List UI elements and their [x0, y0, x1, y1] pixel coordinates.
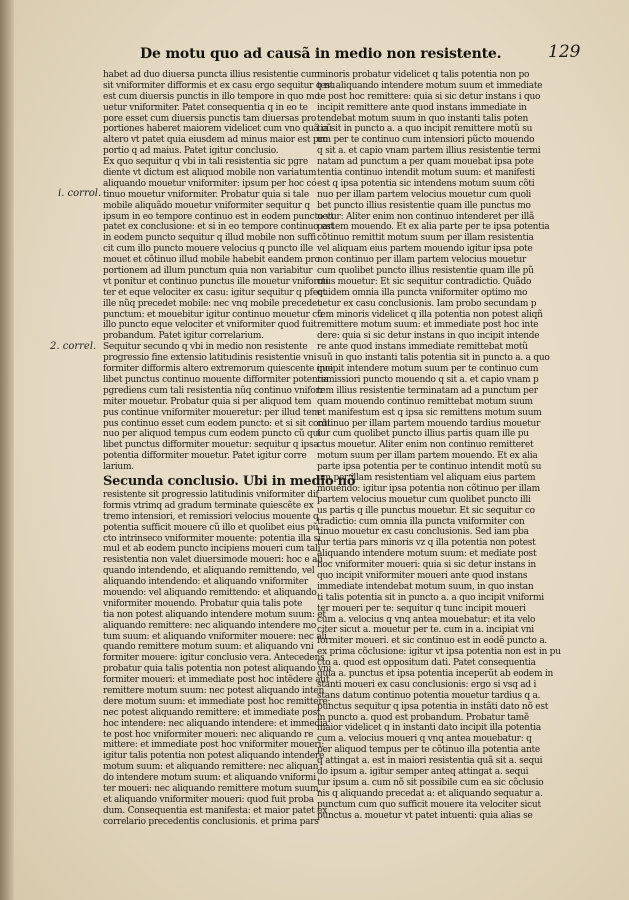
text-line: pore esset cum diuersis punctis tam diuersas pro: [103, 113, 317, 124]
text-line: mul et ab eodem puncto incipiens moueri cum tali: [103, 544, 321, 555]
text-line: pus continue vniformiter moueretur: per illud tem: [103, 407, 320, 418]
text-line: parte ipsa potentia per te continuo intendit motũ su: [317, 462, 542, 473]
text-line: tem minoris videlicet q illa potentia non potest aliqñ: [317, 309, 543, 320]
text-line: correlario precedentis conclusionis. et prima pars: [103, 816, 319, 827]
text-line: per aliquod tempus per te cõtinuo illa potentia ante: [317, 745, 540, 756]
text-line: in puncto a. quod est probandum. Probatur tamẽ: [317, 712, 529, 723]
text-line: suũ in quo instanti talis potentia sit in puncto a. a quo: [317, 353, 550, 364]
text-line: tinuo mouetur ex casu conclusionis. Sed iam pba: [317, 527, 529, 538]
text-line: remittere motum suum: et immediate post hoc inte: [317, 320, 539, 331]
text-line: et manifestum est q ipsa sic remittens motum suum: [317, 407, 542, 418]
text-line: aliquando intendere motum suum: et mediate post: [317, 549, 537, 560]
text-line: remissiori puncto mouendo q sit a. et capio vnam p: [317, 374, 539, 385]
text-line: formiter moueri: et immediate post hoc intẽdere aut: [103, 675, 330, 686]
text-line: motum suum per illam partem mouendo. Et ex alia: [317, 451, 538, 462]
text-line: tia sit in puncto a. a quo incipit remittere motũ su: [317, 124, 533, 135]
text-line: quo incipit vniformiter moueri ante quod instans: [317, 570, 528, 581]
text-line: ille nũq precedet mobile: nec vnq mobile precedet: [103, 298, 321, 309]
text-line: dere: quia si sic detur instans in quo incipit intende: [317, 331, 540, 342]
text-line: potentia sufficit mouere cũ illo et quolibet eius pũ: [103, 522, 319, 533]
text-line: stanti moueri ex casu conclusionis: ergo si vsq ad i: [317, 679, 537, 690]
text-line: tremo intensiori, et remissiori velocius mouente q: [103, 511, 319, 522]
text-line: cõtinuo remittit motum suum per illam resistentia: [317, 233, 534, 244]
text-line: Ex quo sequitur q vbi in tali resistentia sic pgre: [103, 157, 308, 168]
text-line: formiter difformis altero extremorum quiescente que: [103, 364, 333, 375]
text-line: ctus mouetur. Aliter enim non continuo remitteret: [317, 440, 534, 451]
text-line: do intendere motum suum: et aliquando vniformi: [103, 773, 316, 784]
left-column-lines-b: [103, 489, 332, 828]
text-line: tentia continuo intendit motum suum: et manifesti: [317, 168, 535, 179]
text-line: cum a. velocius q vnq antea mouebatur: et ita velo: [317, 614, 536, 625]
text-line: formis vtrimq ad gradum terminate quiescẽte ex: [103, 500, 314, 511]
text-line: est cum diuersis punctis in illo tempore in quo mo: [103, 91, 320, 102]
text-line: um per illam resistentiam vel aliquam eius partem: [317, 472, 536, 483]
text-line: aliquando remittere: nec aliquando intendere mo: [103, 620, 317, 631]
text-line: pus continuo esset cum eodem puncto: et si sit conti: [103, 418, 330, 429]
text-line: cum quolibet puncto illius resistentie quam ille pũ: [317, 266, 534, 277]
text-line: Sequitur secundo q vbi in medio non resistente: [103, 342, 308, 353]
text-line: punctum: et mouebitur igitur continuo mouetur cũ: [103, 309, 323, 320]
text-line: larium.: [103, 462, 134, 473]
text-line: punctus sequitur q ipsa potentia in instãti dato nõ est: [317, 701, 549, 712]
text-line: uetur vniformiter. Patet consequentia q in eo te: [103, 102, 308, 113]
text-line: test aliquando intendere motum suum et immediate: [317, 80, 543, 91]
text-line: tur cum quolibet puncto illius partis quam ille pu: [317, 429, 529, 440]
text-line: citer sicut a. mouetur per te. cum in a. incipiat vni: [317, 625, 534, 636]
text-line: portio q ad maius. Patet igitur conclusio.: [103, 146, 279, 157]
text-line: habet ad duo diuersa puncta illius resistentie cum: [103, 70, 320, 80]
text-line: diente vt dictum est aliquod mobile non variatum: [103, 168, 317, 179]
text-line: incipit remittere ante quod instans immediate in: [317, 102, 527, 113]
text-line: vel aliquam eius partem mouendo igitur ipsa pote: [317, 244, 533, 255]
text-line: ter moueri: nec aliquando remittere motum suum,: [103, 784, 321, 794]
text-line: sit vniformiter difformis et ex casu ergo sequitur q nu: [103, 80, 336, 91]
text-line: motum suum: et aliquando remittere: nec aliquan: [103, 762, 319, 773]
text-line: q sit a. et capio vnam partem illius resistentie termi: [317, 146, 541, 157]
text-line: nuo per illam partem velocius mouetur cum quoli: [317, 189, 532, 200]
text-line: dum. Consequentia est manifesta: et maior patet ex: [103, 805, 328, 816]
text-line: immediate intendebat motum suum, in quo instan: [317, 581, 534, 592]
right-column-lines: [317, 70, 561, 821]
left-text-column: [103, 70, 356, 828]
text-line: non continuo per illam partem velocius mouetur: [317, 255, 527, 266]
margin-note-corollary-2: 2. correl.: [50, 341, 97, 352]
text-line: progressio fine extensio latitudinis resistentie vni: [103, 353, 317, 364]
text-line: portiones haberet maiorem videlicet cum vno quã cũ: [103, 124, 332, 135]
text-line: q attingat a. est in maiori resistentia quã sit a. sequi: [317, 756, 543, 767]
text-line: libet punctus continuo mouente difformiter potentia: [103, 374, 329, 385]
text-line: resistente sit progressio latitudinis vniformiter dif: [103, 489, 319, 500]
text-line: cto a. quod est oppositum dati. Patet consequentia: [317, 658, 536, 669]
text-line: ctus mouetur: Et sic sequitur contradictio. Quãdo: [317, 276, 532, 287]
text-line: probatur quia talis potentia non potest aliquando vni: [103, 664, 332, 675]
text-line: te post hoc remittere: quia si sic detur instans i quo: [317, 91, 541, 102]
text-line: uetur ex casu conclusionis. Iam probo secundam p: [317, 298, 537, 309]
text-line: est q ipsa potentia sic intendens motum suum cõti: [317, 178, 535, 189]
text-line: formiter moueri. et sic continuo est in eodẽ puncto a.: [317, 636, 548, 647]
text-line: hoc intendere: nec aliquando intendere: et immedia: [103, 718, 328, 729]
text-line: re ante quod instans immediate remittebat motũ: [317, 342, 528, 353]
text-line: quam mouendo continuo remittebat motum suum: [317, 396, 533, 407]
text-line: te post hoc vniformiter moueri: nec aliquando re: [103, 729, 314, 740]
text-line: minoris probatur videlicet q talis potentia non po: [317, 70, 530, 80]
text-line: ter et eque velociter ex casu: igitur sequitur q pfect: [103, 287, 326, 298]
text-line: remittere motum suum: nec potest aliquando inten: [103, 685, 325, 696]
section-heading-secunda-conclusio: Secunda conclusio. Ubi in medio nõ: [103, 473, 356, 489]
text-line: dere motum suum: et immediate post hoc remittere:: [103, 696, 331, 707]
text-line: tia non potest aliquando intendere motum suum: et: [103, 609, 326, 620]
text-line: mittere: et immediate post hoc vniformiter moueri:: [103, 740, 324, 751]
text-line: mouendo: vel aliquando remittendo: et aliquando: [103, 587, 317, 598]
text-line: et aliquando vniformiter moueri: quod fuit proba: [103, 794, 314, 805]
text-line: ter moueri per te: sequitur q tunc incipit moueri: [317, 603, 526, 614]
text-line: do ipsum a. igitur semper anteq attingat a. sequi: [317, 767, 529, 777]
text-line: altero vt patet quia eiusdem ad minus maior est pro: [103, 135, 328, 146]
text-line: quia a. punctus et ipsa potentia inceperũt ab eodem in: [317, 668, 554, 679]
margin-note-corollary-1: i. corrol.: [58, 188, 102, 199]
text-line: libet punctus difformiter mouetur: sequitur q ipsa: [103, 440, 319, 451]
text-line: cõtinuo per illam partem mouendo tardius mouetur: [317, 418, 541, 429]
text-line: quidem omnia illa puncta vniformiter optimo mo: [317, 287, 528, 298]
text-line: tur tertia pars minoris vz q illa potentia non potest: [317, 538, 536, 549]
text-line: tum suum: et aliquando vniformiter mouere: nec ali: [103, 631, 327, 642]
page-gutter-shadow: [0, 0, 14, 900]
text-line: nuo per aliquod tempus cum eodem puncto cũ qui: [103, 429, 321, 440]
text-line: illo puncto eque velociter et vniformiter quod fuit: [103, 320, 317, 331]
text-line: cto intrinseco vniformiter mouente: potentia illa si: [103, 533, 321, 544]
text-line: portionem ad illum punctum quia non variabitur: [103, 266, 313, 277]
running-head: De motu quo ad causã in medio non resistente.: [140, 46, 502, 62]
text-line: quando remittere motum suum: et aliquando vni: [103, 642, 314, 653]
text-line: incipit intendere motum suum per te continuo cum: [317, 364, 539, 375]
text-line: mouet et cõtinuo illud mobile habebit eandem pro: [103, 255, 320, 266]
text-line: punctus a. mouetur vt patet intuenti: quia alias se: [317, 810, 533, 821]
text-line: us partis q ille punctus mouetur. Et sic sequitur co: [317, 505, 535, 516]
text-line: bet puncto illius resistentie quam ille punctus mo: [317, 200, 531, 211]
text-line: punctum cum quo sufficit mouere ita velociter sicut: [317, 799, 541, 810]
text-line: tendebat motum suum in quo instanti talis poten: [317, 113, 528, 124]
text-line: cit cum illo puncto mouere velocius q puncto ille: [103, 244, 313, 255]
text-line: patet ex conclusione: et si in eo tempore continuo est: [103, 222, 334, 233]
text-line: natam ad punctum a per quam mouebat ipsa pote: [317, 157, 534, 168]
text-line: nis q aliquando precedat a: et aliquando sequatur a.: [317, 788, 543, 799]
text-line: in eodem puncto sequitur q illud mobile non suffi: [103, 233, 316, 244]
text-line: miter mouetur. Probatur quia si per aliquod tem: [103, 396, 312, 407]
text-line: aliquando mouetur vniformiter: ipsum per hoc có: [103, 178, 317, 189]
text-line: pgrediens cum tali resistentia nũq continuo vniforr: [103, 385, 324, 396]
text-line: tem illius resistentie terminatam ad a punctum per: [317, 385, 538, 396]
text-line: vniformiter mouendo. Probatur quia talis pote: [103, 598, 303, 609]
text-line: mobile aliquãdo mouetur vniformiter sequitur q: [103, 200, 310, 211]
text-line: partem velocius mouetur cum quolibet puncto illi: [317, 494, 531, 505]
text-line: partem mouendo. Et ex alia parte per te ipsa potentia: [317, 222, 550, 233]
text-line: cum a. velocius moueri q vnq antea mouebatur: q: [317, 734, 532, 745]
text-line: igitur talis potentia non potest aliquando intendere: [103, 751, 325, 762]
text-line: stans datum continuo potentia mouetur tardius q a.: [317, 690, 541, 701]
text-line: quando intendendo, et aliquando remittendo, vel: [103, 566, 315, 577]
text-line: hoc vniformiter moueri: quia si sic detur instans in: [317, 560, 536, 571]
text-line: ti talis potentia sit in puncto a. a quo incipit vniformi: [317, 592, 544, 603]
text-line: uetur: Aliter enim non continuo intenderet per illã: [317, 211, 535, 222]
text-line: um per te continuo cum intensiori pũcto mouendo: [317, 135, 535, 146]
text-line: ex prima cõclusione: igitur vt ipsa potentia non est in pu: [317, 647, 561, 658]
text-line: tradictio: cum omnia illa puncta vniformiter con: [317, 516, 525, 527]
right-text-column: [317, 70, 561, 821]
text-line: vt ponitur et continuo punctus ille mouetur vniformi: [103, 276, 329, 287]
folio-number: 129: [548, 42, 581, 62]
text-line: ipsum in eo tempore continuo est in eodem puncto vt: [103, 211, 334, 222]
text-line: probandum. Patet igitur correlarium.: [103, 331, 264, 342]
text-line: tur ipsum a. cum nõ sit possibile cum ea sic cõclusio: [317, 777, 544, 788]
text-line: formiter mouere: igitur conclusio vera. Antecedens: [103, 653, 325, 664]
text-line: maior videlicet q in instanti dato incipit illa potentia: [317, 723, 541, 734]
text-line: resistentia non valet diuersimode moueri: hoc e ali: [103, 555, 323, 566]
text-line: tinuo mouetur vniformiter. Probatur quia si tale: [103, 189, 309, 200]
text-line: nec potest aliquando remittere: et immediate post: [103, 707, 321, 718]
text-line: potentia difformiter mouetur. Patet igitur corre: [103, 451, 307, 462]
text-line: aliquando intendendo: et aliquando vniformiter: [103, 577, 308, 588]
left-column-lines-a: [103, 70, 336, 473]
text-line: mouendo: igitur ipsa potentia non cõtinuo per illam: [317, 483, 540, 494]
